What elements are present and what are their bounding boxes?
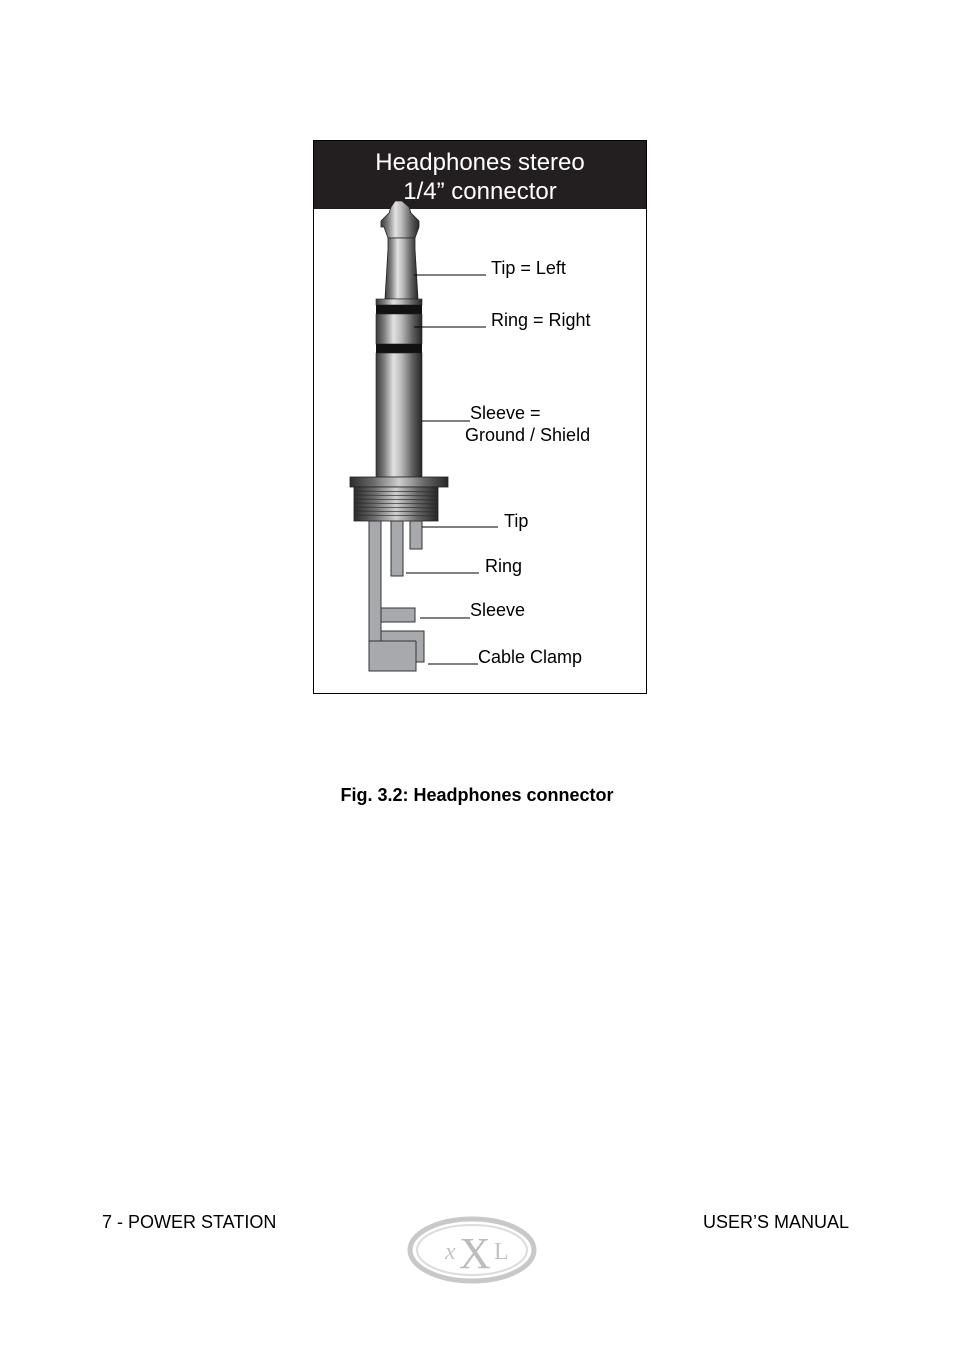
insulator-band-2 (376, 344, 422, 353)
footer-left: 7 - POWER STATION (102, 1212, 277, 1232)
plug-tip-band (376, 299, 422, 305)
label-ring-right: Ring = Right (491, 310, 591, 330)
terminal-ring (391, 521, 403, 576)
plug-tip-neck (385, 238, 418, 299)
terminal-sleeve-post (369, 521, 381, 641)
label-sleeve: Sleeve (470, 600, 526, 620)
label-sleeve-line2: Ground / Shield (465, 425, 591, 445)
footer-right: USER’S MANUAL (702, 1212, 849, 1232)
plug-ring (376, 314, 422, 344)
svg-text:L: L (494, 1239, 509, 1265)
xxl-logo (407, 1214, 539, 1284)
label-ring: Ring (485, 556, 523, 576)
label-tip: Tip (504, 511, 529, 531)
connector-figure (313, 140, 647, 694)
figure-title-line2: 1/4” connector (403, 178, 557, 205)
label-cable-clamp: Cable Clamp (478, 647, 583, 667)
svg-text:x: x (445, 1239, 456, 1265)
label-sleeve-line1: Sleeve = (470, 403, 541, 423)
figure-title-line1: Headphones stereo (375, 149, 585, 176)
figure-caption: Fig. 3.2: Headphones connector (340, 785, 614, 805)
terminal-tip (410, 521, 422, 549)
plug-flange (350, 477, 448, 487)
insulator-band-1 (376, 305, 422, 314)
plug-tip (381, 201, 419, 238)
svg-text:X: X (459, 1229, 491, 1278)
terminal-sleeve-tab (381, 608, 415, 622)
label-tip-left: Tip = Left (491, 258, 566, 278)
plug-sleeve (376, 353, 422, 477)
